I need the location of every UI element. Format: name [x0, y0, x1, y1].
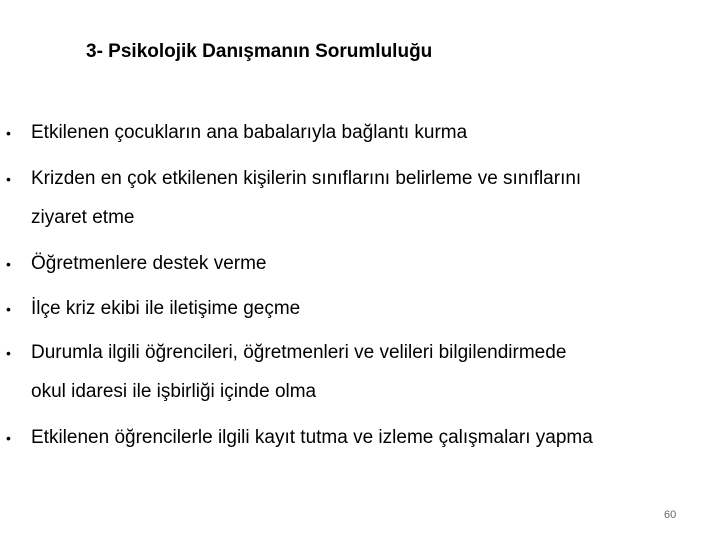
bullet-symbol: • — [6, 171, 11, 187]
bullet-item-text: Durumla ilgili öğrencileri, öğretmenleri ve velileri bilgilendirmede — [31, 342, 567, 363]
bullet-item-continuation: ziyaret etme — [31, 207, 135, 228]
page-number: 60 — [664, 509, 677, 521]
bullet-item-text: Öğretmenlere destek verme — [31, 253, 267, 274]
bullet-item-continuation: okul idaresi ile işbirliği içinde olma — [31, 381, 317, 402]
bullet-symbol: • — [6, 301, 11, 317]
slide-title: 3- Psikolojik Danışmanın Sorumluluğu — [86, 41, 433, 62]
bullet-item-text: Etkilenen çocukların ana babalarıyla bağlantı kurma — [31, 122, 468, 143]
bullet-item-text: Krizden en çok etkilenen kişilerin sınıflarını belirleme ve sınıflarını — [31, 168, 582, 189]
bullet-symbol: • — [6, 125, 11, 141]
bullet-symbol: • — [6, 430, 11, 446]
bullet-item-text: İlçe kriz ekibi ile iletişime geçme — [31, 298, 301, 319]
bullet-symbol: • — [6, 256, 11, 272]
bullet-symbol: • — [6, 345, 11, 361]
bullet-item-text: Etkilenen öğrencilerle ilgili kayıt tutma ve izleme çalışmaları yapma — [31, 427, 593, 448]
